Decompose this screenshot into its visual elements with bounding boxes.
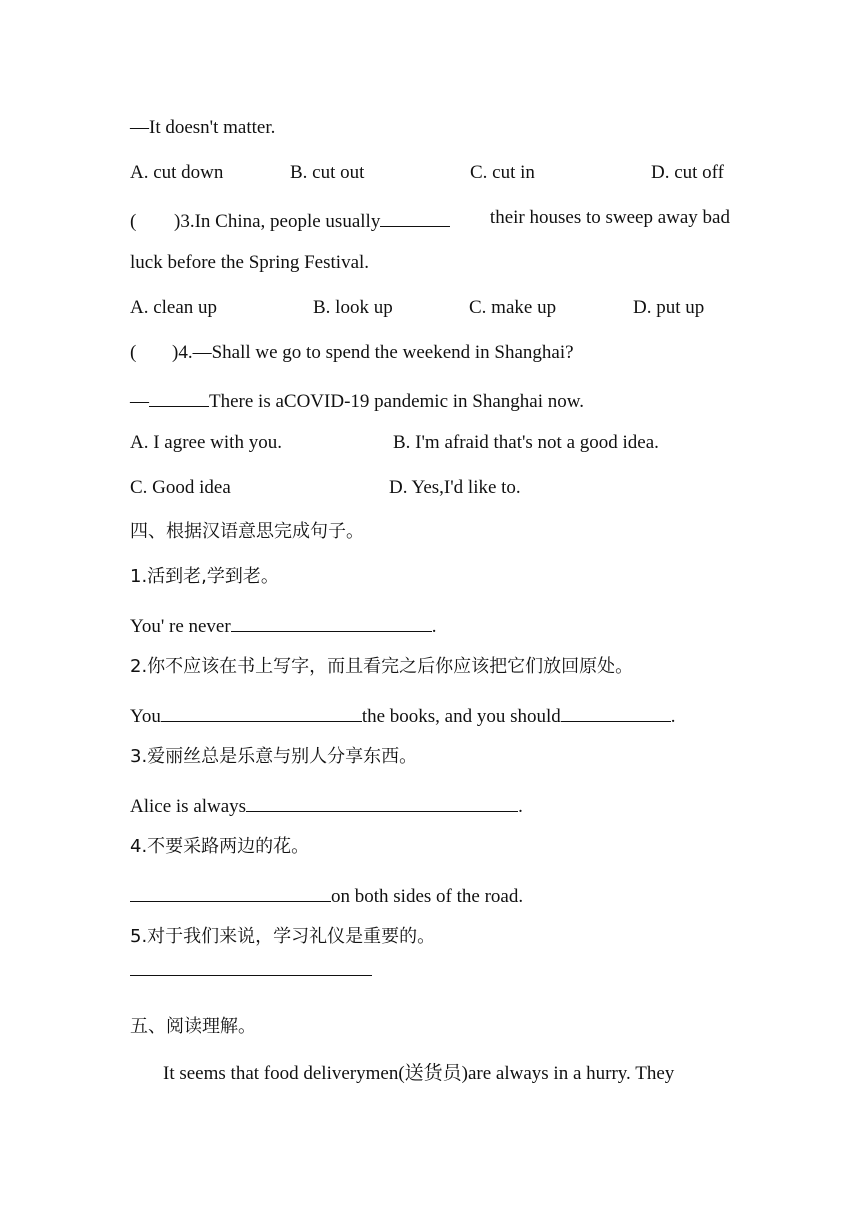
s4-item2-before: You <box>130 706 161 727</box>
q4-option-d[interactable]: D. Yes,I'd like to. <box>389 477 521 498</box>
q4-blank[interactable] <box>149 388 209 407</box>
s4-item2-blank1[interactable] <box>161 703 362 722</box>
q4-question <box>130 343 730 367</box>
q3-question <box>130 208 730 232</box>
q3-question-cont: luck before the Spring Festival. <box>130 252 370 273</box>
q4-text: )4.—Shall we go to spend the weekend in Shanghai? <box>172 342 574 363</box>
answer-paren[interactable]: ( <box>130 342 137 363</box>
s4-item3-blank2[interactable] <box>317 793 518 812</box>
q4-options-row1 <box>130 433 730 457</box>
s4-item4-cn: 4.不要采路两边的花。 <box>130 836 310 857</box>
q2-option-c[interactable]: C. cut in <box>470 162 535 183</box>
q4-option-a[interactable]: A. I agree with you. <box>130 432 282 453</box>
q3-text: )3.In China, people usually <box>174 211 381 232</box>
s4-item5-cn: 5.对于我们来说，学习礼仪是重要的。 <box>130 926 436 947</box>
s4-item5-answer-line[interactable] <box>130 975 372 976</box>
q2-option-b[interactable]: B. cut out <box>290 162 365 183</box>
s4-item3-before: Alice is always <box>130 796 247 817</box>
q3-text-after: their houses to sweep away bad <box>489 207 730 228</box>
s4-item2-mid: the books, and you should <box>361 706 561 727</box>
q2-answer: —It doesn't matter. <box>130 117 276 138</box>
passage-first-line: It seems that food deliverymen(送货员)are always in a hurry. They <box>163 1063 675 1084</box>
q3-options <box>130 298 730 322</box>
q3-option-a[interactable]: A. clean up <box>130 297 218 318</box>
q2-option-a[interactable]: A. cut down <box>130 162 224 183</box>
q3-option-b[interactable]: B. look up <box>313 297 393 318</box>
q4-reply-text: There is aCOVID-19 pandemic in Shanghai now. <box>209 391 584 412</box>
s4-item4-en <box>130 883 730 907</box>
q4-options-row2 <box>130 478 730 502</box>
s4-item1-blank[interactable] <box>231 613 432 632</box>
q4-option-c[interactable]: C. Good idea <box>130 477 231 498</box>
s4-item2-cn: 2.你不应该在书上写字，而且看完之后你应该把它们放回原处。 <box>130 656 634 677</box>
q3-option-c[interactable]: C. make up <box>469 297 557 318</box>
s4-item4-blank[interactable] <box>130 883 331 902</box>
q2-option-d[interactable]: D. cut off <box>651 162 724 183</box>
s4-item3-cn: 3.爱丽丝总是乐意与别人分享东西。 <box>130 746 418 767</box>
s4-item2-after: . <box>670 706 676 727</box>
q3-blank[interactable] <box>380 208 450 227</box>
q4-option-b[interactable]: B. I'm afraid that's not a good idea. <box>393 432 659 453</box>
s4-item1-before: You' re never <box>130 616 231 637</box>
section5-heading: 五、阅读理解。 <box>130 1016 256 1037</box>
section4-heading: 四、根据汉语意思完成句子。 <box>130 521 364 542</box>
q3-stem <box>130 208 450 232</box>
s4-item4-after: on both sides of the road. <box>331 886 524 907</box>
q2-options <box>130 163 730 187</box>
s4-item1-en <box>130 613 730 637</box>
s4-item3-after: . <box>518 796 523 817</box>
s4-item2-en <box>130 703 730 727</box>
s4-item2-blank2[interactable] <box>561 703 671 722</box>
answer-paren[interactable]: ( <box>130 211 137 232</box>
q4-reply-dash: — <box>130 391 149 412</box>
s4-item3-blank1[interactable] <box>246 793 317 812</box>
s4-item1-cn: 1.活到老,学到老。 <box>130 566 279 587</box>
q4-reply <box>130 388 730 412</box>
q3-option-d[interactable]: D. put up <box>633 297 705 318</box>
s4-item3-en <box>130 793 730 817</box>
s4-item1-after: . <box>431 616 437 637</box>
